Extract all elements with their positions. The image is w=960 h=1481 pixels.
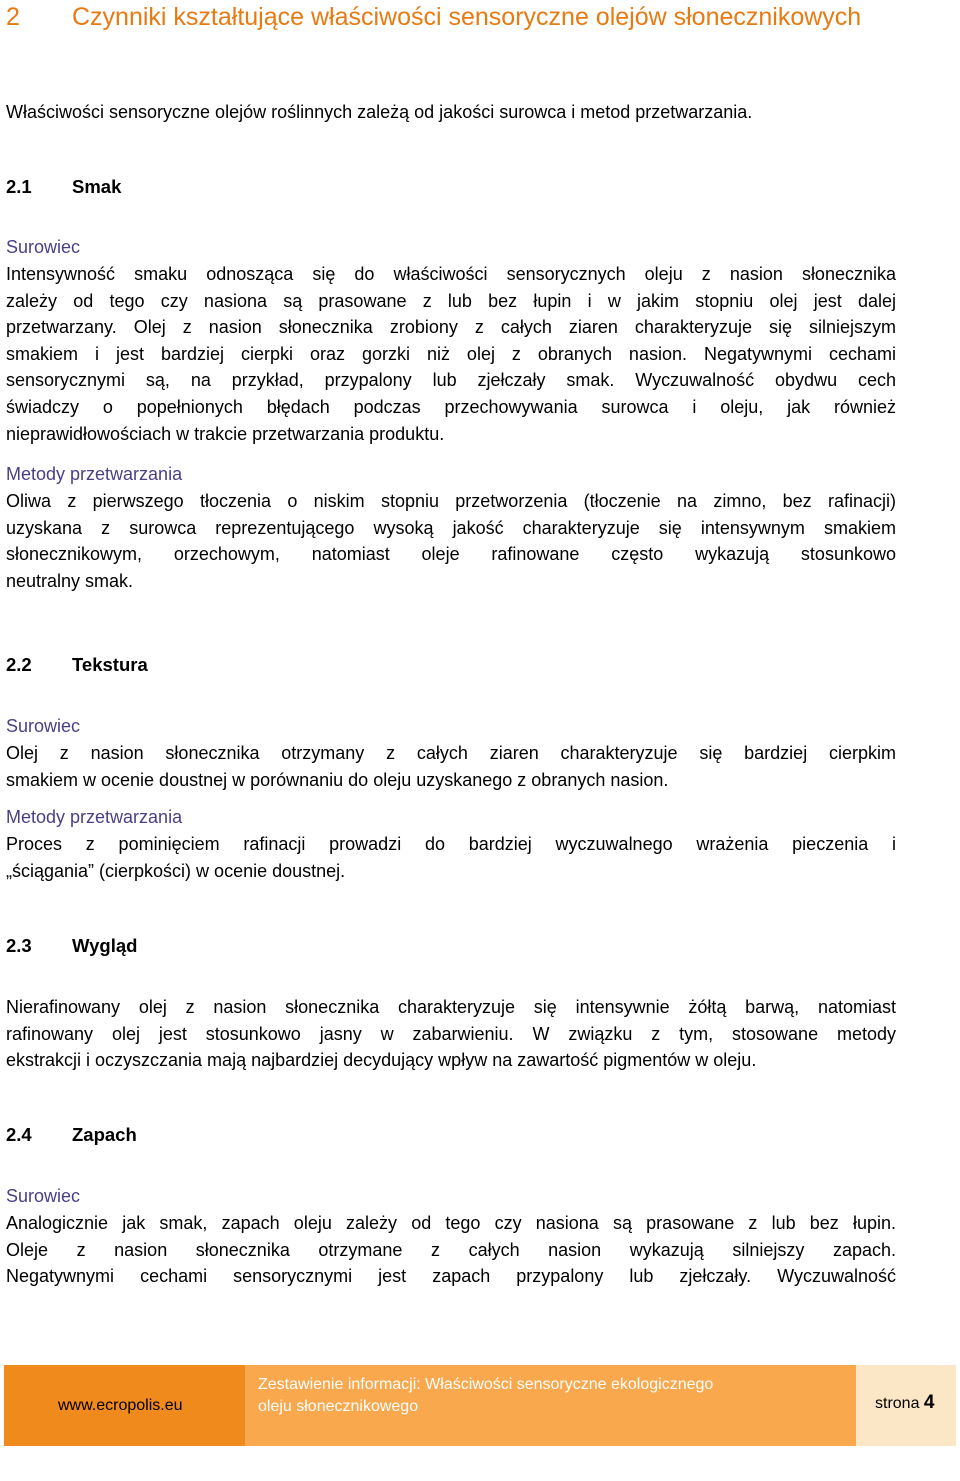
text-line: Intensywność smaku odnosząca się do właściwości sensorycznych oleju z nasion słonecznika	[6, 264, 896, 284]
text-line: Negatywnymi cechami sensorycznymi jest zapach przypalony lub zjełczały. Wyczuwalność	[6, 1266, 896, 1287]
chapter-number: 2	[6, 3, 20, 31]
text-line: słonecznikowym, orzechowym, natomiast oleje rafinowane często wykazują stosunkowo	[6, 544, 896, 565]
paragraph-tekstura-metody	[6, 831, 896, 884]
section-title: Tekstura	[72, 654, 148, 675]
text-line: nieprawidłowościach w trakcie przetwarzania produktu.	[6, 423, 445, 444]
footer-title-line: Zestawienie informacji: Właściwości sensoryczne ekologicznego	[258, 1376, 714, 1393]
text-line: smakiem i jest bardziej cierpki oraz gorzki niż olej z obranych nasion. Negatywnymi cechami	[6, 343, 896, 364]
subheading-metody: Metody przetwarzania	[6, 807, 183, 827]
paragraph-smak-surowiec	[6, 261, 896, 447]
text-line: przetwarzany. Olej z nasion słonecznika zrobiony z całych ziaren charakteryzuje się silniejszym	[6, 317, 896, 338]
text-line: sensorycznymi są, na przykład, przypalony lub zjełczały smak. Wyczuwalność obydwu cech	[6, 370, 896, 391]
text-line: Nierafinowany olej z nasion słonecznika charakteryzuje się intensywnie żółtą barwą, natomiast	[6, 997, 896, 1017]
paragraph-wyglad	[6, 994, 896, 1074]
lead-paragraph: Właściwości sensoryczne olejów roślinnych zależą od jakości surowca i metod przetwarzania.	[6, 102, 753, 122]
chapter-title: Czynniki kształtujące właściwości sensoryczne olejów słonecznikowych	[72, 3, 862, 31]
footer-page-number	[875, 1392, 935, 1414]
text-line: Analogicznie jak smak, zapach oleju zależy od tego czy nasiona są prasowane z lub bez łupin.	[6, 1213, 896, 1233]
text-line: „ściągania” (cierpkości) w ocenie doustnej.	[6, 860, 346, 881]
text-line: Proces z pominięciem rafinacji prowadzi do bardziej wyczuwalnego wrażenia pieczenia i	[6, 834, 896, 854]
footer-website-link[interactable]: www.ecropolis.eu	[58, 1397, 183, 1414]
subheading-surowiec: Surowiec	[6, 237, 81, 257]
paragraph-tekstura-surowiec	[6, 740, 896, 793]
section-number: 2.2	[6, 654, 32, 675]
text-line: rafinowany olej jest stosunkowo jasny w zabarwieniu. W związku z tym, stosowane metody	[6, 1023, 896, 1044]
page-label: strona	[875, 1395, 920, 1412]
footer-document-title	[258, 1374, 818, 1418]
section-number: 2.3	[6, 935, 32, 956]
section-title: Wygląd	[72, 935, 138, 956]
text-line: uzyskana z surowca reprezentującego wysoką jakość charakteryzuje się intensywnym smakiem	[6, 517, 896, 538]
section-title: Smak	[72, 176, 122, 197]
text-line: neutralny smak.	[6, 570, 134, 591]
footer-title-line: oleju słonecznikowego	[258, 1398, 419, 1415]
text-line: Olej z nasion słonecznika otrzymany z całych ziaren charakteryzuje się bardziej cierpkim	[6, 743, 896, 763]
text-line: smakiem w ocenie doustnej w porównaniu do oleju uzyskanego z obranych nasion.	[6, 769, 669, 790]
subheading-metody: Metody przetwarzania	[6, 464, 183, 484]
text-line: ekstrakcji i oczyszczania mają najbardziej decydujący wpływ na zawartość pigmentów w oleju.	[6, 1050, 757, 1071]
text-line: Oleje z nasion słonecznika otrzymane z całych nasion wykazują silniejszy zapach.	[6, 1239, 896, 1260]
page-number: 4	[923, 1392, 935, 1413]
section-title: Zapach	[72, 1124, 137, 1145]
subheading-surowiec: Surowiec	[6, 716, 81, 736]
subheading-surowiec: Surowiec	[6, 1186, 81, 1206]
section-number: 2.1	[6, 176, 32, 197]
paragraph-zapach-surowiec	[6, 1210, 896, 1290]
paragraph-smak-metody	[6, 488, 896, 594]
text-line: zależy od tego czy nasiona są prasowane z lub bez łupin i w jakim stopniu olej jest dalej	[6, 290, 896, 311]
text-line: Oliwa z pierwszego tłoczenia o niskim stopniu przetworzenia (tłoczenie na zimno, bez rafinacji)	[6, 491, 896, 511]
section-number: 2.4	[6, 1124, 32, 1145]
text-line: świadczy o popełnionych błędach podczas przechowywania surowca i oleju, jak również	[6, 396, 896, 417]
